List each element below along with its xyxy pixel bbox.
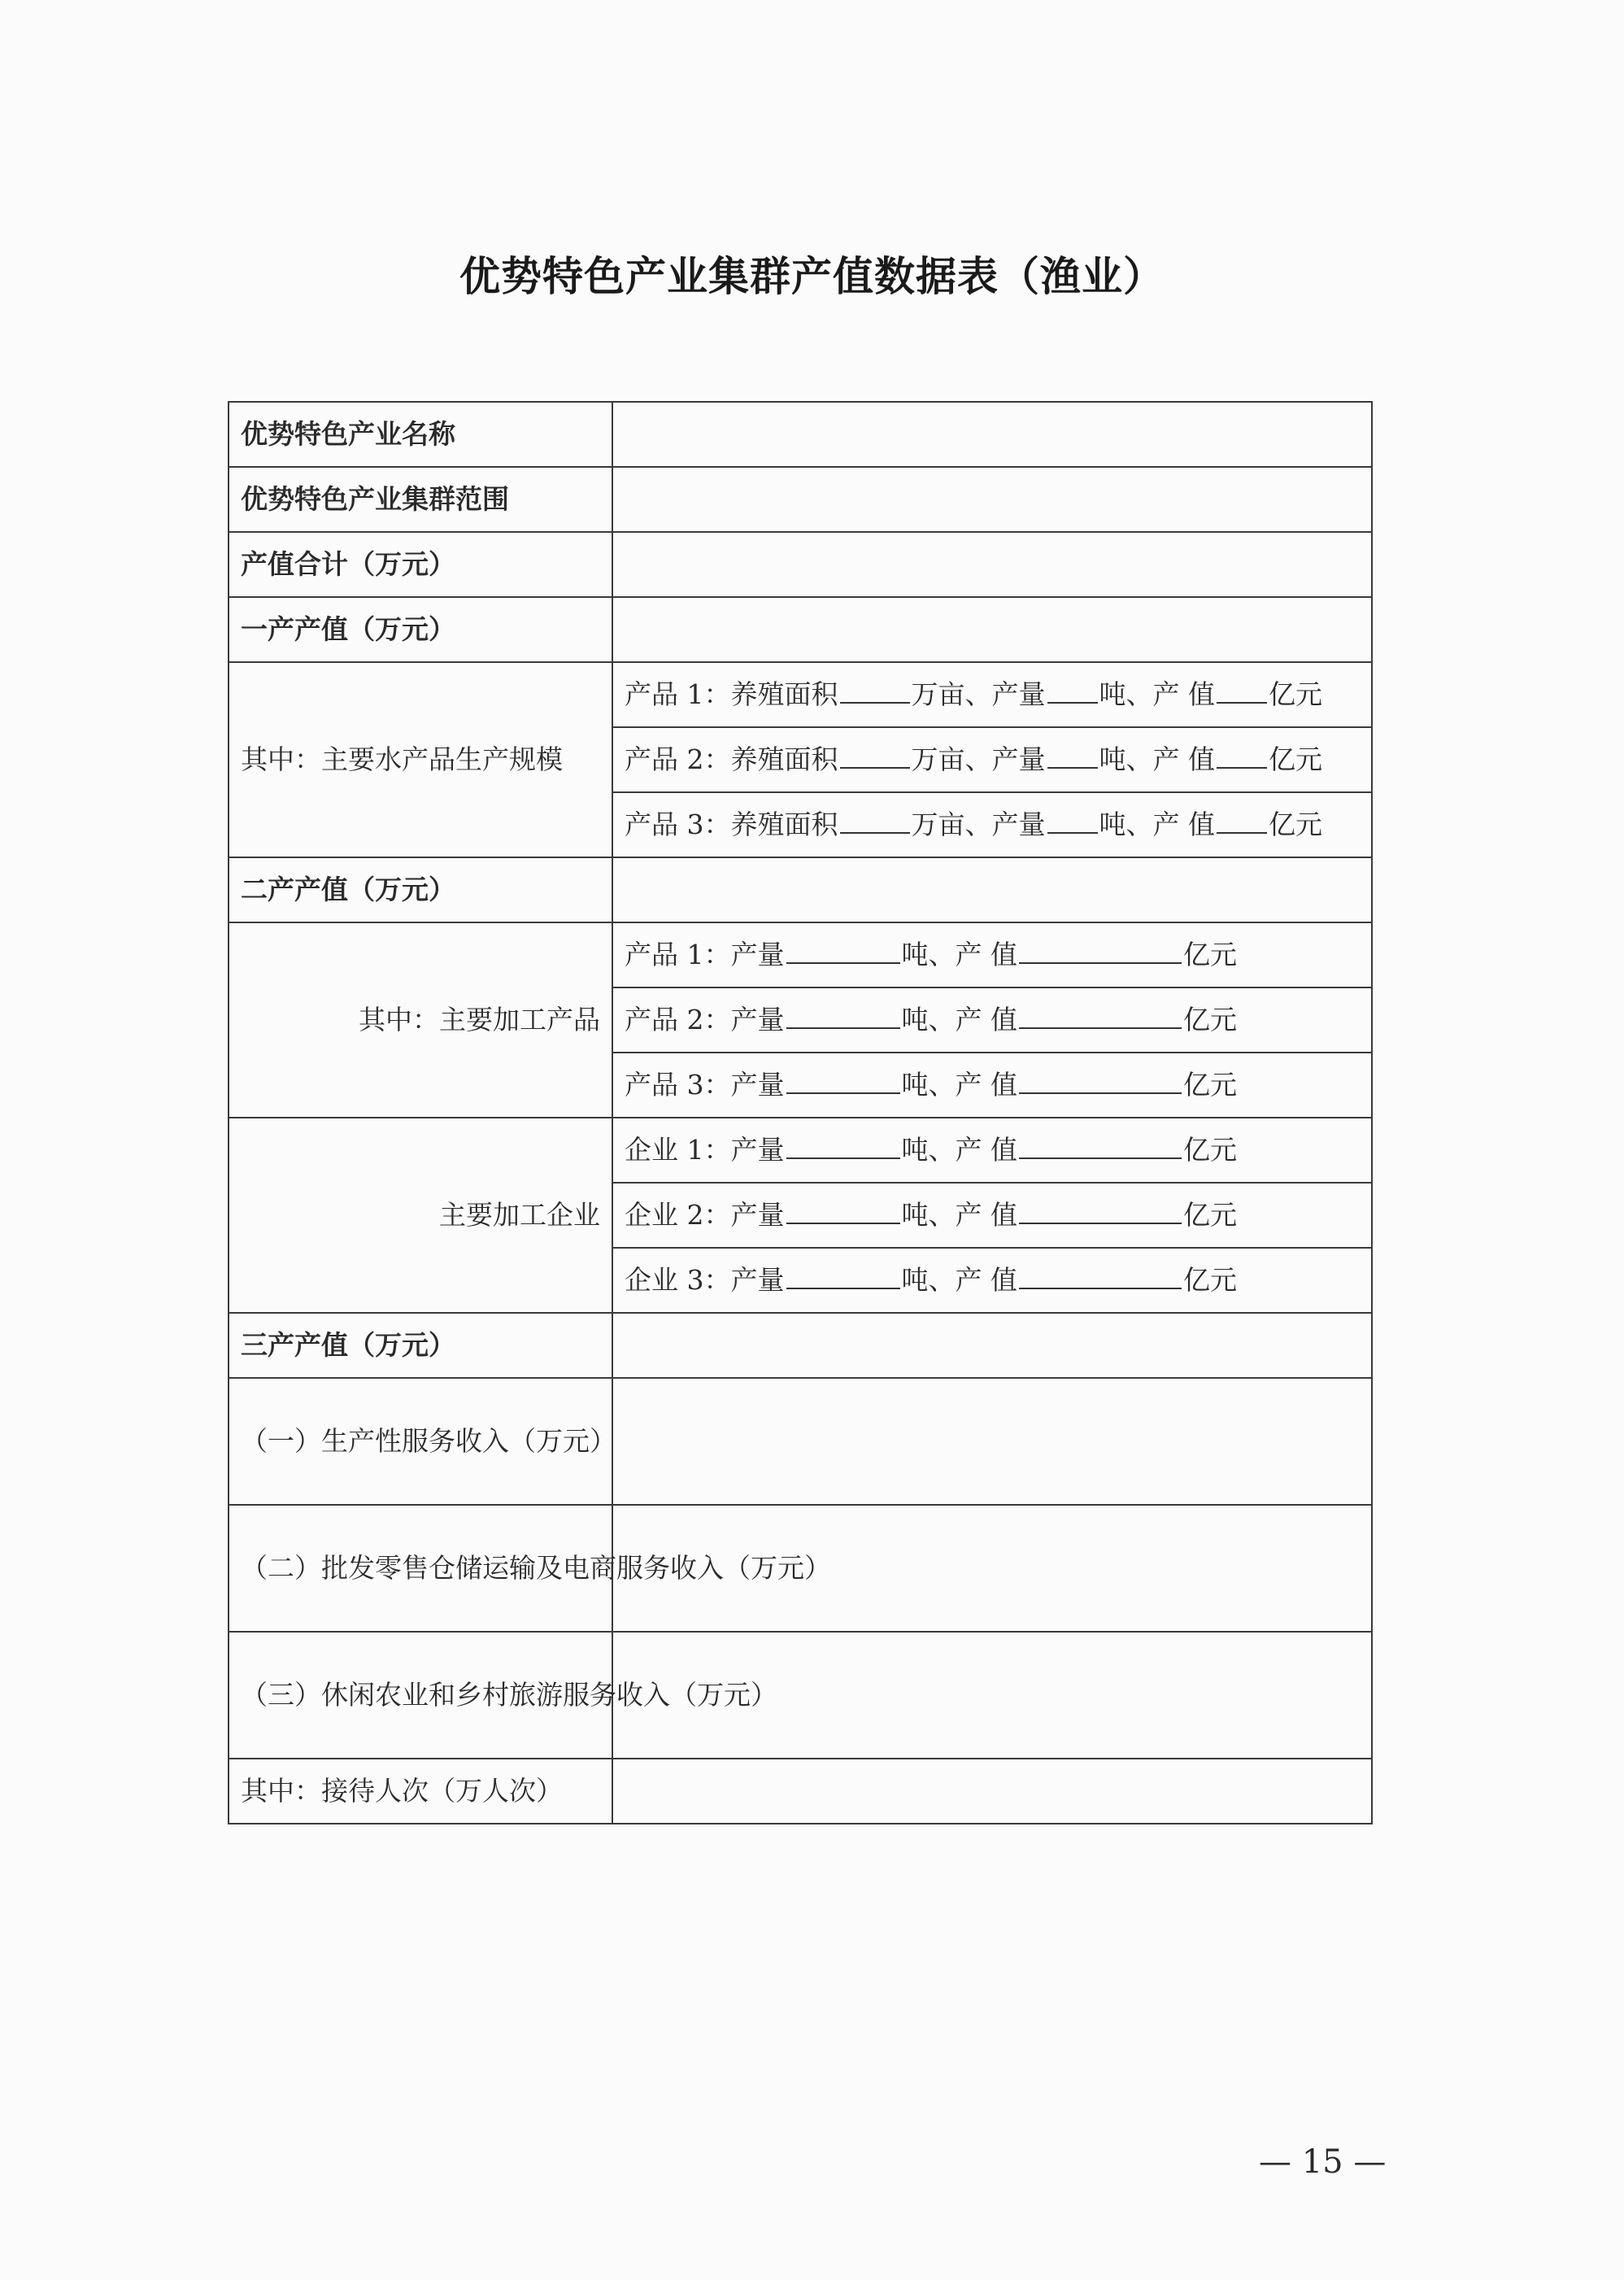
row-label-tertiary: 三产产值（万元） <box>229 1313 612 1378</box>
unit-text: 亿元 <box>1183 1069 1237 1101</box>
unit-text: 亿元 <box>1183 1264 1237 1296</box>
row-label-enterprises: 主要加工企业 <box>229 1118 612 1313</box>
unit-text: 亿元 <box>1269 678 1322 710</box>
unit-text: 吨、产 值 <box>901 1199 1017 1231</box>
value-blank[interactable] <box>1019 1198 1182 1224</box>
table-row <box>229 532 1372 597</box>
yield-blank[interactable] <box>786 1068 900 1094</box>
processed-product-1-field[interactable] <box>612 922 1372 987</box>
unit-text: 吨、产 值 <box>901 939 1017 970</box>
enterprise-1-field[interactable] <box>612 1118 1372 1183</box>
table-row <box>229 1313 1372 1378</box>
aqua-product-label: 产品 2：养殖面积 <box>625 743 838 775</box>
aqua-product-label: 产品 3：养殖面积 <box>625 809 838 840</box>
table-row <box>229 1632 1372 1759</box>
row-label-name: 优势特色产业名称 <box>229 402 612 467</box>
secondary-output-field[interactable] <box>612 857 1372 922</box>
table-row <box>229 1759 1372 1824</box>
processed-product-2-field[interactable] <box>612 987 1372 1053</box>
yield-blank[interactable] <box>1047 678 1098 704</box>
page-number: — 15 — <box>1259 2143 1387 2181</box>
enterprise-3-field[interactable] <box>612 1248 1372 1313</box>
unit-text: 亿元 <box>1183 939 1237 970</box>
yield-blank[interactable] <box>786 1263 900 1289</box>
unit-text: 吨、产 值 <box>1099 743 1215 775</box>
yield-blank[interactable] <box>786 938 900 964</box>
yield-blank[interactable] <box>1047 743 1098 769</box>
aqua-product-2-field[interactable] <box>612 727 1372 792</box>
yield-blank[interactable] <box>786 1198 900 1224</box>
yield-blank[interactable] <box>1047 808 1098 834</box>
unit-text: 吨、产 值 <box>901 1004 1017 1035</box>
data-table <box>228 401 1373 1824</box>
unit-text: 吨、产 值 <box>901 1134 1017 1166</box>
value-blank[interactable] <box>1217 678 1267 704</box>
table-row <box>229 467 1372 532</box>
row-label-service3: （三）休闲农业和乡村旅游服务收入（万元） <box>229 1632 612 1759</box>
industry-name-field[interactable] <box>612 402 1372 467</box>
value-blank[interactable] <box>1217 743 1267 769</box>
table-row <box>229 922 1372 987</box>
unit-text: 吨、产 值 <box>901 1264 1017 1296</box>
area-blank[interactable] <box>840 743 910 769</box>
unit-text: 万亩、产量 <box>911 678 1046 710</box>
yield-blank[interactable] <box>786 1003 900 1029</box>
unit-text: 万亩、产量 <box>911 809 1046 840</box>
enterprise-2-field[interactable] <box>612 1183 1372 1248</box>
processed-product-label: 产品 2：产量 <box>625 1004 785 1035</box>
value-blank[interactable] <box>1019 1068 1182 1094</box>
page-title: 优势特色产业集群产值数据表（渔业） <box>459 253 1165 300</box>
row-label-primary: 一产产值（万元） <box>229 597 612 662</box>
unit-text: 吨、产 值 <box>901 1069 1017 1101</box>
aqua-product-1-field[interactable] <box>612 662 1372 727</box>
row-label-processed-products: 其中：主要加工产品 <box>229 922 612 1118</box>
value-blank[interactable] <box>1019 1263 1182 1289</box>
total-output-field[interactable] <box>612 532 1372 597</box>
yield-blank[interactable] <box>786 1133 900 1159</box>
value-blank[interactable] <box>1019 1003 1182 1029</box>
enterprise-label: 企业 2：产量 <box>625 1199 785 1231</box>
tertiary-output-field[interactable] <box>612 1313 1372 1378</box>
unit-text: 亿元 <box>1183 1004 1237 1035</box>
table-row <box>229 1118 1372 1183</box>
enterprise-label: 企业 1：产量 <box>625 1134 785 1166</box>
table-row <box>229 857 1372 922</box>
cluster-scope-field[interactable] <box>612 467 1372 532</box>
value-blank[interactable] <box>1019 938 1182 964</box>
area-blank[interactable] <box>840 808 910 834</box>
enterprise-label: 企业 3：产量 <box>625 1264 785 1296</box>
unit-text: 吨、产 值 <box>1099 809 1215 840</box>
value-blank[interactable] <box>1217 808 1267 834</box>
processed-product-3-field[interactable] <box>612 1053 1372 1118</box>
row-label-service2: （二）批发零售仓储运输及电商服务收入（万元） <box>229 1505 612 1632</box>
unit-text: 吨、产 值 <box>1099 678 1215 710</box>
unit-text: 亿元 <box>1183 1134 1237 1166</box>
row-label-visitors: 其中：接待人次（万人次） <box>229 1759 612 1824</box>
unit-text: 亿元 <box>1183 1199 1237 1231</box>
table-row <box>229 597 1372 662</box>
processed-product-label: 产品 1：产量 <box>625 939 785 970</box>
row-label-service1: （一）生产性服务收入（万元） <box>229 1378 612 1505</box>
processed-product-label: 产品 3：产量 <box>625 1069 785 1101</box>
row-label-total: 产值合计（万元） <box>229 532 612 597</box>
aqua-product-3-field[interactable] <box>612 792 1372 857</box>
primary-output-field[interactable] <box>612 597 1372 662</box>
row-label-scope: 优势特色产业集群范围 <box>229 467 612 532</box>
service1-field[interactable] <box>612 1378 1372 1505</box>
unit-text: 万亩、产量 <box>911 743 1046 775</box>
visitors-field[interactable] <box>612 1759 1372 1824</box>
table-row <box>229 1378 1372 1505</box>
aqua-product-label: 产品 1：养殖面积 <box>625 678 838 710</box>
area-blank[interactable] <box>840 678 910 704</box>
table-row <box>229 402 1372 467</box>
table-row <box>229 662 1372 727</box>
value-blank[interactable] <box>1019 1133 1182 1159</box>
unit-text: 亿元 <box>1269 809 1322 840</box>
row-label-secondary: 二产产值（万元） <box>229 857 612 922</box>
unit-text: 亿元 <box>1269 743 1322 775</box>
row-label-primary-sub: 其中：主要水产品生产规模 <box>229 662 612 857</box>
table-row <box>229 1505 1372 1632</box>
